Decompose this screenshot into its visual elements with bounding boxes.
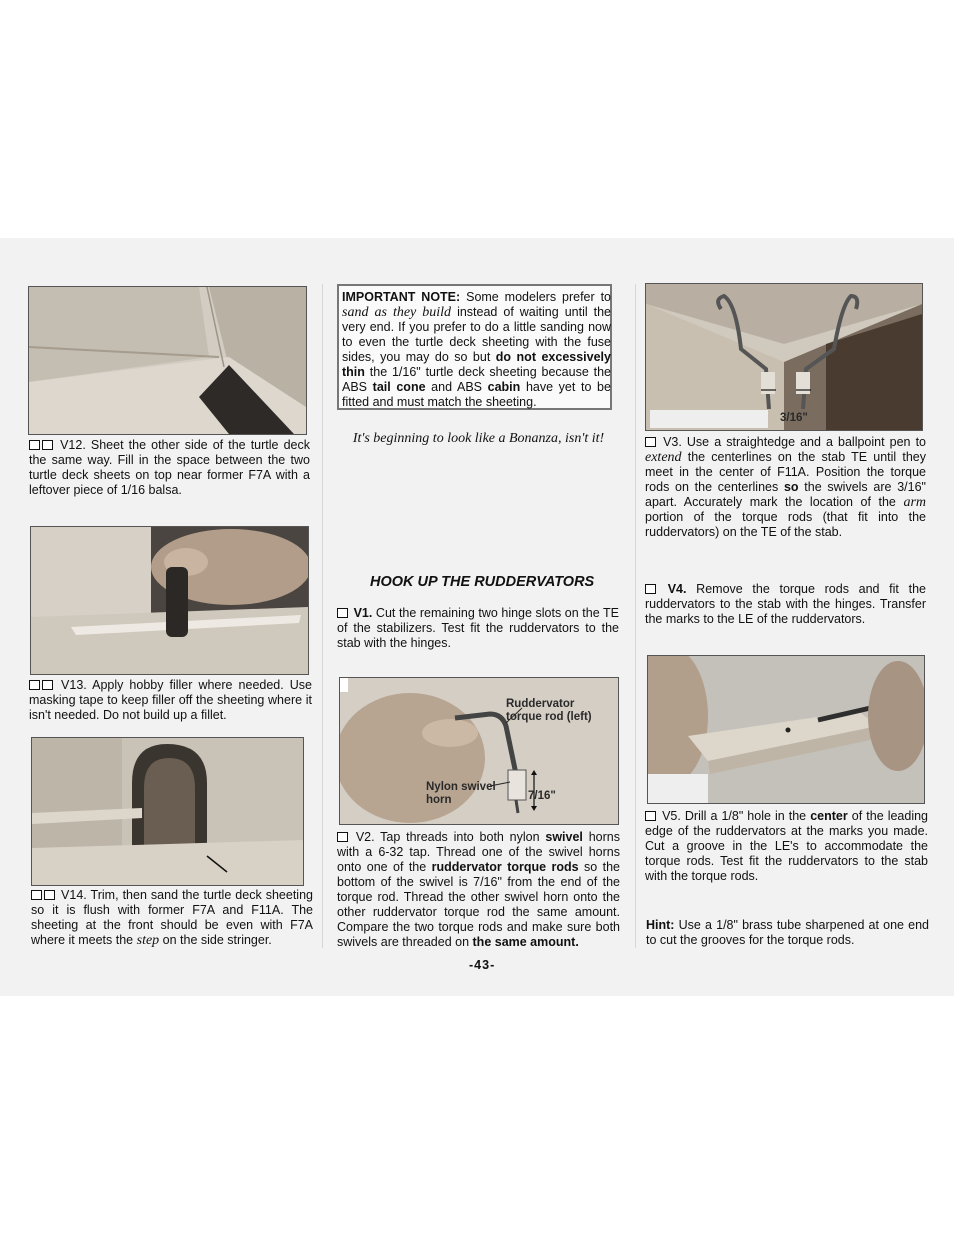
step-v4: V4. Remove the torque rods and fit the ruddervators to the stab with the hinges. Transfer the marks to the LE of the ruddervators. (645, 582, 926, 626)
checkbox-icon[interactable] (29, 680, 40, 690)
bonanza-caption: It's beginning to look like a Bonanza, isn't it! (352, 431, 605, 446)
photo-v12-turtle-deck (28, 286, 307, 435)
label-nylon-swivel-horn: Nylon swivel horn (426, 781, 496, 806)
checkbox-icon[interactable] (29, 440, 40, 450)
column-divider-left (322, 284, 323, 948)
checkbox-icon[interactable] (31, 890, 42, 900)
step-v2: V2. Tap threads into both nylon swivel horns with a 6-32 tap. Thread one of the swivel horns onto one of the ruddervator torque rods so the bottom of the swivel is 7/16" from the end of the torque rod. Thread the other swivel horn onto the other ruddervator torque rod the same amount. Compare the two torque rods and make sure both swivels are threaded on the same amount. (337, 830, 621, 949)
checkbox-icon[interactable] (645, 584, 656, 594)
hint-text: Hint: Use a 1/8" brass tube sharpened at one end to cut the grooves for the torque rods. (646, 918, 929, 947)
step-v5: V5. Drill a 1/8" hole in the center of the leading edge of the ruddervators at the marks you made. Cut a groove in the LE's to accommodate the torque rods. Test fit the ruddervators to the stab with the torque rods. (645, 809, 929, 883)
step-v3: V3. Use a straightedge and a ballpoint pen to extend the centerlines on the stab TE until they meet in the center of F11A. Position the torque rods on the centerlines so the swivels are 3/16" apart. Accurately mark the location of the arm portion of the torque rods (that fit into the ruddervators) on the TE of the stab. (645, 435, 926, 539)
checkbox-icon[interactable] (42, 680, 53, 690)
photo-v14-trim-sand (31, 737, 304, 886)
label-7-16: 7/16" (528, 790, 556, 802)
important-note-box (337, 284, 612, 410)
label-3-16: 3/16" (780, 412, 808, 424)
photo-v13-hobby-filler (30, 526, 309, 675)
step-v1: V1. Cut the remaining two hinge slots on the TE of the stabilizers. Test fit the ruddervators to the stab with the hinges. (337, 606, 619, 650)
important-note-text: IMPORTANT NOTE: Some modelers prefer to sand as they build instead of waiting until the very end. If you prefer to do a little sanding now to even the turtle deck sheeting with the fuse sides, you may do so but do not excessively thin the 1/16" turtle deck sheeting because the ABS tail cone and ABS cabin have yet to be fitted and must match the sheeting. (342, 290, 612, 409)
checkbox-icon[interactable] (44, 890, 55, 900)
checkbox-icon[interactable] (645, 437, 656, 447)
caption-v14: V14. Trim, then sand the turtle deck sheeting so it is flush with former F7A and F11A. The sheeting at the front should be even with F7A where it meets the step on the side stringer. (31, 888, 313, 948)
caption-v12: V12. Sheet the other side of the turtle deck the same way. Fill in the space between the two turtle deck sheets on top near former F7A with a leftover piece of 1/16 balsa. (29, 438, 310, 497)
section-heading: HOOK UP THE RUDDERVATORS (370, 574, 595, 590)
checkbox-icon[interactable] (337, 608, 348, 618)
checkbox-icon[interactable] (645, 811, 656, 821)
column-divider-right (635, 284, 636, 948)
caption-v13: V13. Apply hobby filler where needed. Use masking tape to keep filler off the sheeting where it isn't needed. Do not build up a fillet. (29, 678, 312, 722)
label-ruddervator-torque-rod: Ruddervator torque rod (left) (506, 698, 592, 723)
checkbox-icon[interactable] (337, 832, 348, 842)
checkbox-icon[interactable] (42, 440, 53, 450)
photo-v3-torque-rods-centerline (645, 283, 923, 431)
page-number: -43- (469, 958, 496, 972)
photo-v2-swivel-horn (339, 677, 619, 825)
photo-v5-drill-hole (647, 655, 925, 804)
